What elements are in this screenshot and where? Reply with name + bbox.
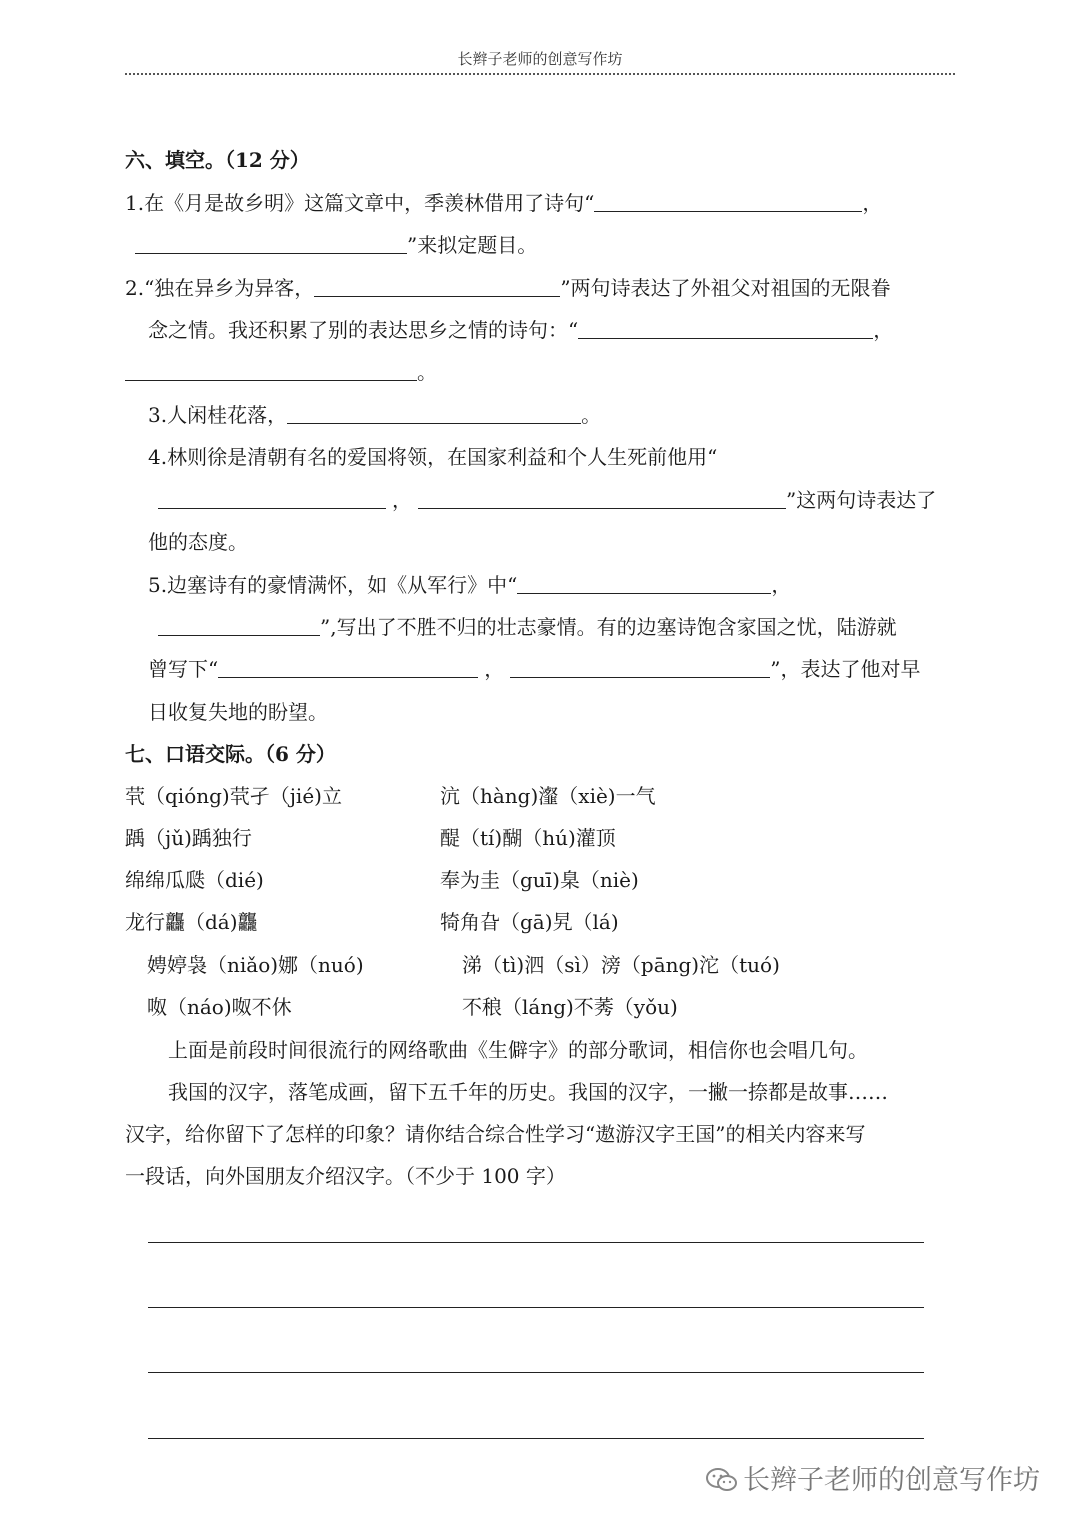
- lyric-left: 呶（náo)呶不休: [147, 995, 292, 1019]
- section7-heading: 七、口语交际。（6 分）: [125, 742, 336, 766]
- q1-comma: ，: [862, 191, 883, 215]
- watermark-text: 长辫子老师的创意写作坊: [743, 1465, 1040, 1496]
- lyric-left: 踽（jǔ)踽独行: [125, 826, 252, 850]
- prompt-line1: 我国的汉字，落笔成画，留下五千年的历史。我国的汉字，一撇一捺都是故事……: [168, 1080, 888, 1104]
- question-2-line3: [125, 362, 437, 382]
- intro-paragraph: 上面是前段时间很流行的网络歌曲《生僻字》的部分歌词，相信你也会唱几句。: [168, 1038, 868, 1062]
- q5-text-cont: 曾写下“: [148, 657, 219, 681]
- question-5-line3: [148, 659, 920, 679]
- q5-text: 5.边塞诗有的豪情满怀，如《从军行》中“: [148, 573, 518, 597]
- writing-line[interactable]: [148, 1372, 924, 1373]
- lyric-left: 龙行龘（dá)龘: [125, 910, 258, 934]
- answer-blank[interactable]: [158, 617, 320, 636]
- writing-line[interactable]: [148, 1242, 924, 1243]
- answer-blank[interactable]: [314, 278, 560, 297]
- question-3: [148, 405, 601, 425]
- q3-text: 3.人闲桂花落，: [148, 403, 288, 427]
- q4-comma: ，: [392, 488, 412, 512]
- q2-comma: ，: [873, 318, 894, 342]
- q2-text: 2.“独在异乡为异客，: [125, 276, 315, 300]
- q5-text-mid: ”,写出了不胜不归的壮志豪情。有的边塞诗饱含家国之忧，陆游就: [320, 615, 897, 639]
- prompt-line3: 一段话，向外国朋友介绍汉字。（不少于 100 字）: [125, 1164, 566, 1188]
- question-1-line1: [125, 193, 882, 213]
- writing-line[interactable]: [148, 1307, 924, 1308]
- lyric-right: 奉为圭（guī)臬（niè): [440, 868, 639, 892]
- answer-blank[interactable]: [125, 362, 417, 381]
- answer-blank[interactable]: [517, 575, 771, 594]
- question-5-line1: [148, 575, 791, 595]
- lyric-right: 犄角旮（gā)旯（lá): [440, 910, 619, 934]
- prompt-line2: 汉字，给你留下了怎样的印象？请你结合综合性学习“遨游汉字王国”的相关内容来写: [125, 1122, 866, 1146]
- q1-text-end: ”来拟定题目。: [407, 233, 538, 257]
- question-4-line2: [158, 490, 936, 510]
- question-5-line4: 日收复失地的盼望。: [148, 700, 328, 724]
- q2-text-cont: 念之情。我还积累了别的表达思乡之情的诗句：“: [148, 318, 579, 342]
- watermark: [705, 1458, 1040, 1497]
- answer-blank[interactable]: [158, 490, 386, 509]
- question-4-line1: 4.林则徐是清朝有名的爱国将领，在国家利益和个人生死前他用“: [148, 445, 718, 469]
- answer-blank[interactable]: [218, 659, 478, 678]
- lyric-right: 醍（tí)醐（hú)灌顶: [440, 826, 616, 850]
- answer-blank[interactable]: [418, 490, 786, 509]
- question-2-line1: [125, 278, 891, 298]
- header-title: 长辫子老师的创意写作坊: [457, 50, 623, 68]
- lyric-left: 绵绵瓜瓞（dié): [125, 868, 264, 892]
- wechat-icon: [705, 1467, 739, 1493]
- q5-comma: ，: [771, 573, 792, 597]
- header-divider: [125, 73, 955, 75]
- answer-blank[interactable]: [578, 320, 873, 339]
- answer-blank[interactable]: [135, 235, 407, 254]
- answer-blank[interactable]: [510, 659, 770, 678]
- q5-text-end: ”，表达了他对早: [770, 657, 921, 681]
- question-2-line2: [148, 320, 893, 340]
- lyric-left: 茕（qióng)茕孑（jié)立: [125, 784, 342, 808]
- question-5-line2: [158, 617, 897, 637]
- writing-line[interactable]: [148, 1438, 924, 1439]
- q5-comma2: ，: [484, 657, 505, 681]
- question-4-line3: 他的态度。: [148, 530, 248, 554]
- answer-blank[interactable]: [287, 405, 581, 424]
- lyric-right: 涕（tì)泗（sì）滂（pāng)沱（tuó): [462, 953, 780, 977]
- question-1-line2: [135, 235, 537, 255]
- q2-text-mid: ”两句诗表达了外祖父对祖国的无限眷: [560, 276, 891, 300]
- section6-heading: 六、填空。（12 分）: [125, 148, 310, 172]
- answer-blank[interactable]: [594, 193, 862, 212]
- lyric-left: 娉婷袅（niǎo)娜（nuó): [147, 953, 364, 977]
- lyric-right: 不稂（láng)不莠（yǒu): [462, 995, 678, 1019]
- lyric-right: 沆（hàng)瀣（xiè)一气: [440, 784, 656, 808]
- q4-text-end: ”这两句诗表达了: [786, 488, 937, 512]
- q3-period: 。: [581, 403, 602, 427]
- q1-text: 1.在《月是故乡明》这篇文章中，季羡林借用了诗句“: [125, 191, 595, 215]
- q2-period: 。: [417, 360, 437, 384]
